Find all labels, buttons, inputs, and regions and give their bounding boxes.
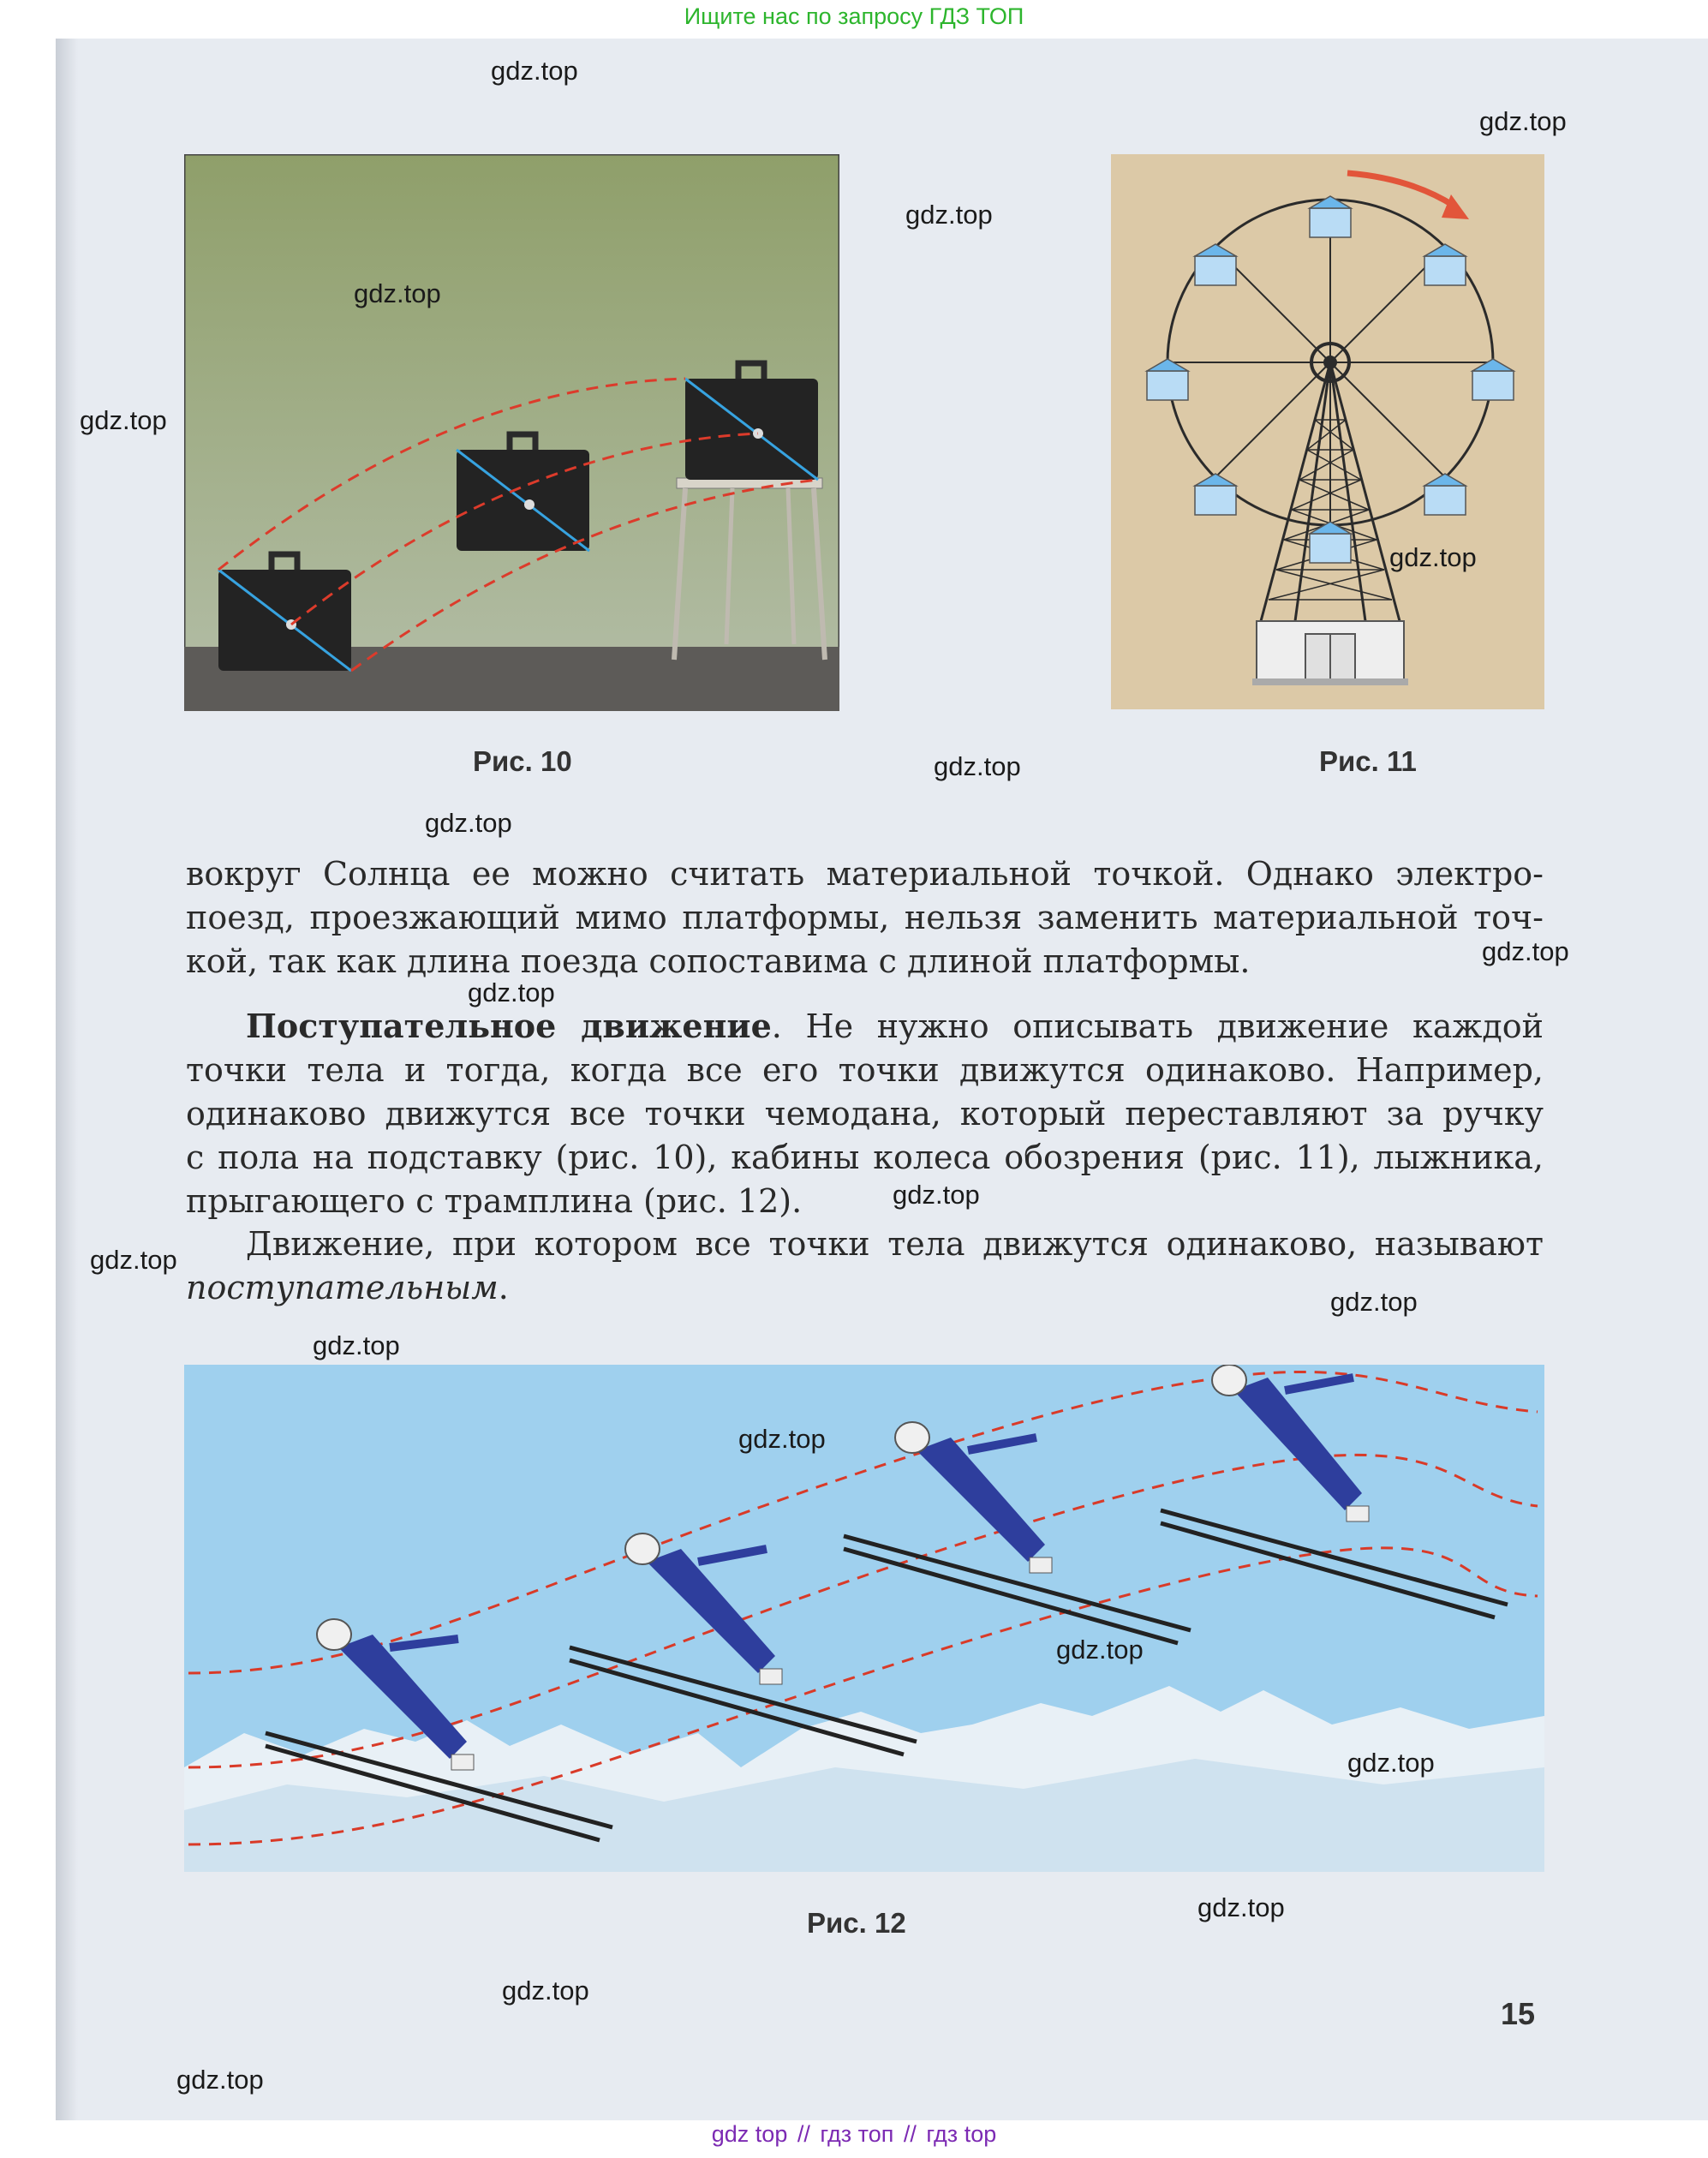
figure-11-ferris-wheel: [1111, 154, 1544, 709]
page-binding-shadow: [56, 39, 78, 2120]
page-number: 15: [1501, 1996, 1536, 2031]
watermark: gdz.top: [502, 1976, 589, 2006]
footer-separator: //: [797, 2121, 810, 2147]
footer-links: [0, 2121, 1708, 2148]
defined-term: поступательным: [186, 1269, 499, 1306]
watermark: gdz.top: [313, 1330, 400, 1360]
watermark: gdz.top: [1197, 1892, 1285, 1922]
figure-11-caption: Рис. 11: [1319, 745, 1417, 777]
watermark: gdz.top: [491, 56, 578, 86]
text-line: поезд, проезжающий мимо платформы, нельзя заменить материальной точ-: [186, 899, 1544, 936]
text-line: Движение, при котором все точки тела движутся одинаково, называют: [246, 1225, 1544, 1263]
text-line: вокруг Солнца ее можно считать материальной точкой. Однако электро-: [186, 855, 1544, 893]
watermark: gdz.top: [176, 2065, 264, 2095]
footer-link-gdz-top-mixed[interactable]: гдз top: [926, 2121, 997, 2147]
footer-link-gdz-top-ru[interactable]: гдз топ: [820, 2121, 894, 2147]
watermark: gdz.top: [425, 808, 512, 838]
watermark: gdz.top: [905, 200, 993, 230]
figure-12-ski-jumper: [184, 1365, 1544, 1872]
watermark: gdz.top: [1330, 1287, 1418, 1317]
watermark: gdz.top: [1056, 1635, 1144, 1665]
text-line: одинаково движутся все точки чемодана, который переставляют за ручку: [186, 1095, 1544, 1133]
text-line: с пола на подставку (рис. 10), кабины колеса обозрения (рис. 11), лыжника,: [186, 1139, 1544, 1176]
watermark: gdz.top: [1482, 936, 1569, 966]
watermark: gdz.top: [893, 1180, 980, 1210]
footer-link-gdz-top[interactable]: gdz top: [711, 2121, 788, 2147]
paragraph-material-point: [186, 852, 1544, 983]
figure-12-caption: Рис. 12: [807, 1907, 906, 1939]
watermark: gdz.top: [738, 1424, 826, 1454]
watermark: gdz.top: [934, 751, 1021, 781]
text-line: прыгающего с трамплина (рис. 12).: [186, 1182, 803, 1220]
text-fragment: . Не нужно описывать движение каждой: [771, 1007, 1544, 1045]
watermark: gdz.top: [354, 278, 441, 308]
figure-10-suitcase: [184, 154, 839, 711]
figure-10-caption: Рис. 10: [473, 745, 572, 777]
watermark: gdz.top: [1389, 542, 1477, 572]
text-line: [186, 1004, 1544, 1049]
section-heading: Поступательное движение: [246, 1007, 772, 1045]
watermark: gdz.top: [1347, 1748, 1435, 1778]
watermark: gdz.top: [90, 1245, 177, 1275]
paragraph-translational-motion: [186, 1004, 1544, 1223]
text-line: кой, так как длина поезда сопоставима с длиной платформы.: [186, 942, 1251, 980]
watermark: gdz.top: [80, 405, 167, 435]
text-line: точки тела и тогда, когда все его точки движутся одинаково. Например,: [186, 1051, 1544, 1089]
top-banner[interactable]: Ищите нас по запросу ГДЗ ТОП: [684, 3, 1024, 29]
text-fragment: .: [498, 1269, 509, 1306]
watermark: gdz.top: [1479, 106, 1567, 136]
watermark: gdz.top: [468, 977, 555, 1007]
footer-separator: //: [903, 2121, 917, 2147]
